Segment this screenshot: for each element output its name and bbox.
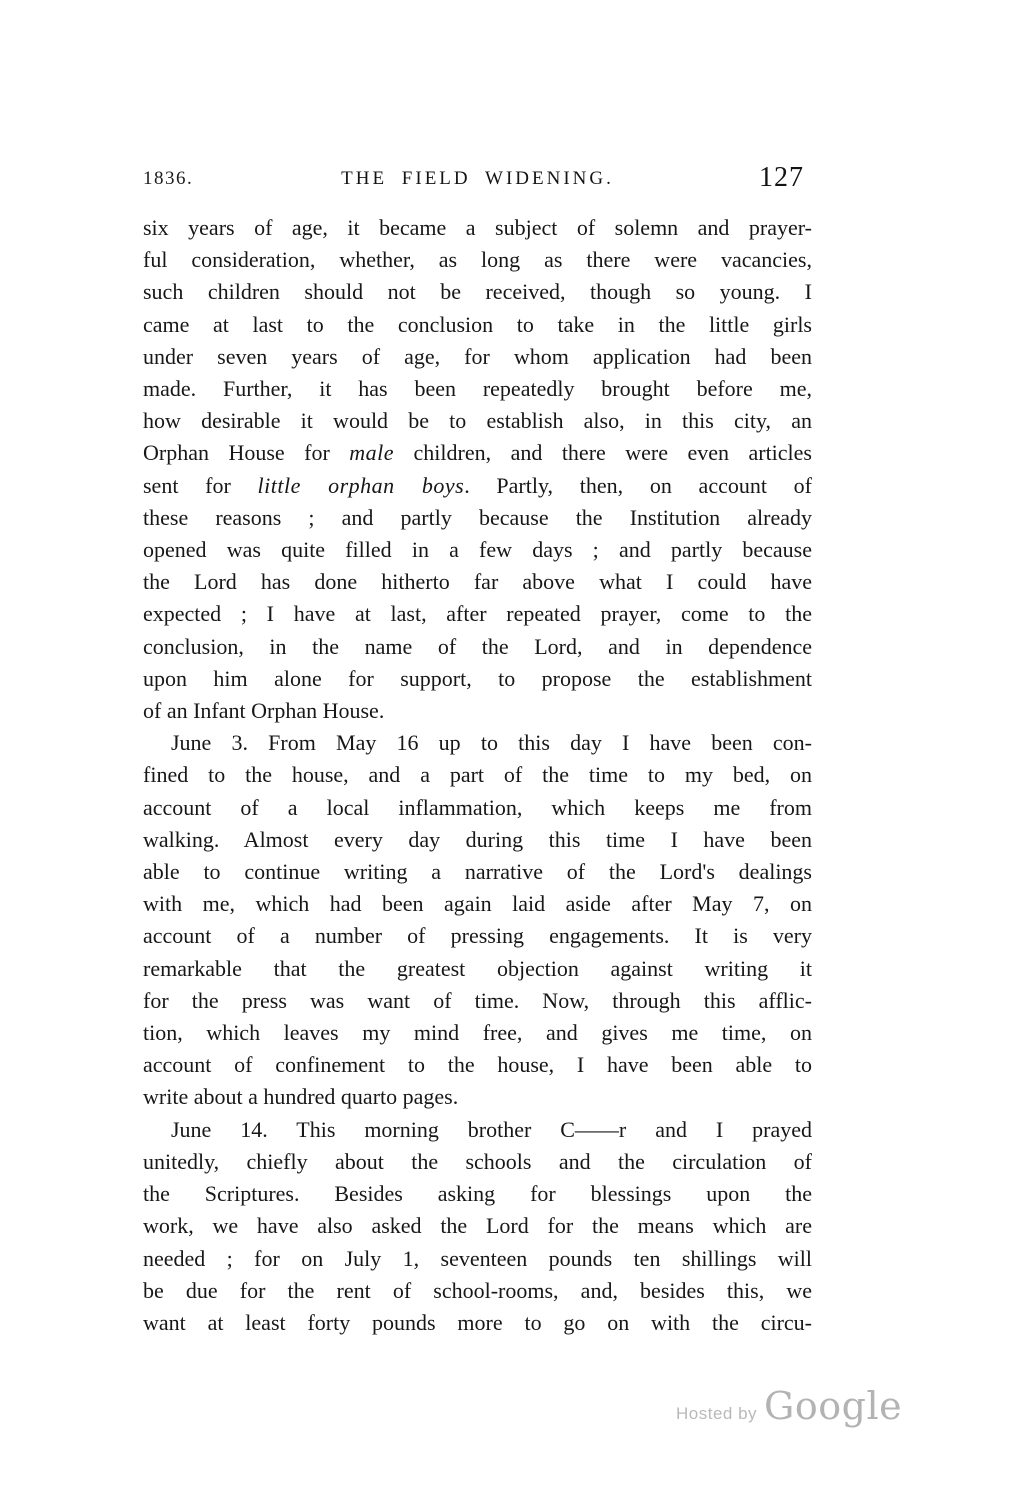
text-line: under seven years of age, for whom application had been <box>143 343 812 369</box>
text-line: such children should not be received, though so young. I <box>143 279 812 305</box>
text-line: account of a local inflammation, which keeps me from <box>143 794 812 820</box>
text-line: account of a number of pressing engagements. It is very <box>143 923 812 949</box>
text-line: the Lord has done hitherto far above what I could have <box>143 569 812 595</box>
text-line: write about a hundred quarto pages. <box>143 1084 459 1110</box>
text-line: Orphan House for male children, and there were even articles <box>143 440 812 466</box>
paragraph <box>143 1114 812 1339</box>
text-line: fined to the house, and a part of the time to my bed, on <box>143 762 812 788</box>
text-line: six years of age, it became a subject of solemn and prayer- <box>143 215 812 240</box>
running-header <box>143 158 812 194</box>
text-line: unitedly, chiefly about the schools and the circulation of <box>143 1148 812 1174</box>
text-line: needed ; for on July 1, seventeen pounds ten shillings will <box>143 1245 812 1271</box>
text-line: work, we have also asked the Lord for the means which are <box>143 1213 812 1239</box>
running-title: THE FIELD WIDENING. <box>341 168 614 189</box>
paragraph <box>143 212 812 727</box>
text-line: walking. Almost every day during this time I have been <box>143 826 812 852</box>
text-line: expected ; I have at last, after repeated prayer, come to the <box>143 601 812 627</box>
page-number: 127 <box>759 162 804 193</box>
paragraph <box>143 727 812 1113</box>
text-line: the Scriptures. Besides asking for blessings upon the <box>143 1181 812 1207</box>
text-line: June 3. From May 16 up to this day I have been con- <box>171 730 812 756</box>
text-line: for the press was want of time. Now, through this afflic- <box>143 987 812 1013</box>
text-line: with me, which had been again laid aside after May 7, on <box>143 891 812 917</box>
text-line: want at least forty pounds more to go on with the circu- <box>143 1309 812 1335</box>
text-line: tion, which leaves my mind free, and gives me time, on <box>143 1020 812 1046</box>
hosted-by-label: Hosted by <box>676 1404 758 1423</box>
watermark <box>676 1384 902 1428</box>
text-line: sent for little orphan boys. Partly, then, on account of <box>143 472 813 498</box>
text-line: be due for the rent of school-rooms, and, besides this, we <box>143 1277 812 1303</box>
google-logo: Google <box>764 1384 903 1428</box>
text-line: remarkable that the greatest objection against writing it <box>143 955 812 981</box>
text-line: account of confinement to the house, I have been able to <box>143 1052 812 1078</box>
text-line: upon him alone for support, to propose the establishment <box>143 665 812 691</box>
text-line: June 14. This morning brother C——r and I prayed <box>171 1116 812 1142</box>
text-line: opened was quite filled in a few days ; and partly because <box>143 537 812 563</box>
page-body <box>143 212 812 1339</box>
text-line: of an Infant Orphan House. <box>143 698 385 724</box>
text-line: these reasons ; and partly because the Institution already <box>143 504 812 530</box>
text-line: conclusion, in the name of the Lord, and in dependence <box>143 633 812 659</box>
header-year: 1836. <box>143 168 194 189</box>
text-line: came at last to the conclusion to take in the little girls <box>143 311 812 337</box>
text-line: able to continue writing a narrative of the Lord's dealings <box>143 859 812 885</box>
text-line: how desirable it would be to establish also, in this city, an <box>143 408 812 434</box>
text-line: ful consideration, whether, as long as there were vacancies, <box>143 247 812 273</box>
text-line: made. Further, it has been repeatedly brought before me, <box>143 376 812 402</box>
